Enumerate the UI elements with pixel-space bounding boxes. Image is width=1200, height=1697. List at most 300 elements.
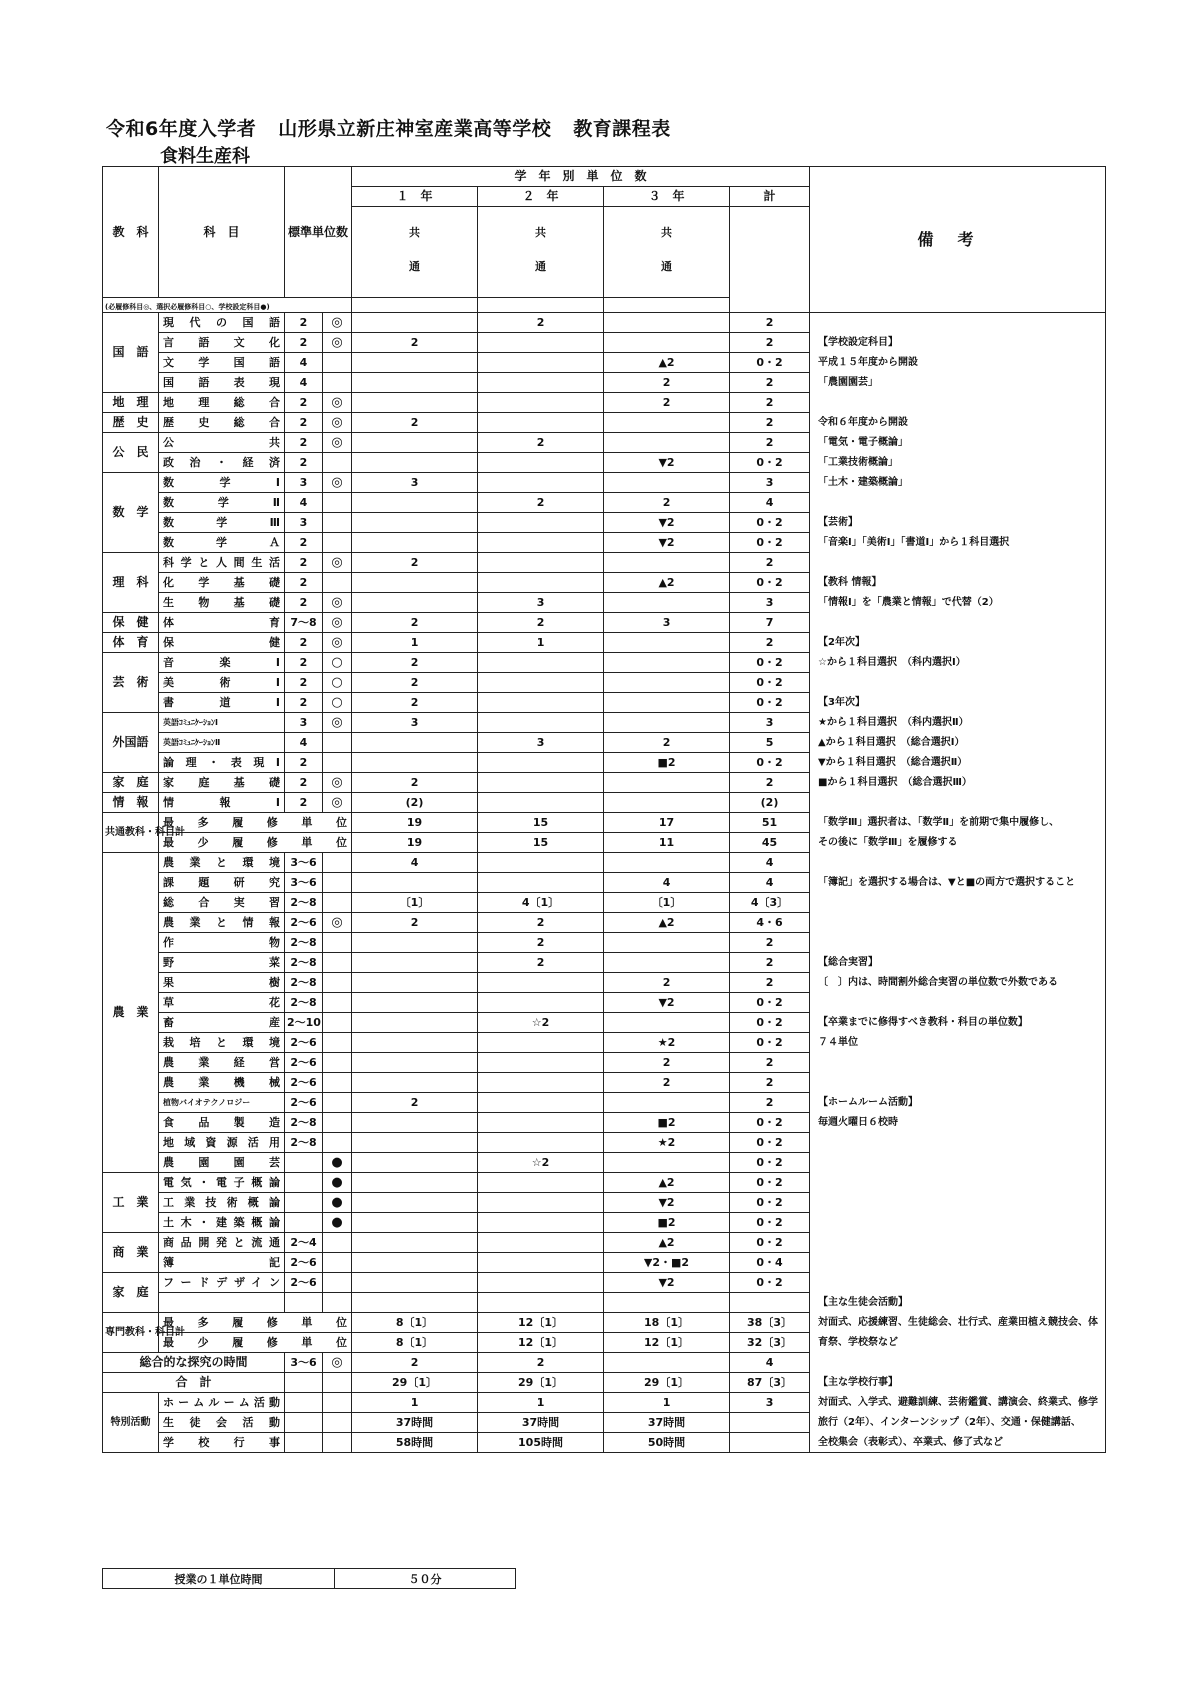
year2-units [478,573,604,593]
required-mark [323,973,352,993]
remark-text [810,793,1106,813]
table-row [103,313,1106,333]
curriculum-table [102,166,1106,1453]
table-row [103,413,1106,433]
year2-units [478,713,604,733]
year3-units [604,1093,730,1113]
total-units: 4 [730,853,810,873]
table-row [103,833,1106,853]
subject-cell: 数学Ⅰ [159,473,285,493]
required-mark: ● [323,1213,352,1233]
table-row [103,1033,1106,1053]
standard-units-cell: 4 [285,493,323,513]
year2-units: 2 [478,433,604,453]
category-cell: 保 健 [103,613,159,633]
year1-units: 2 [352,413,478,433]
year1-units [352,573,478,593]
required-mark: ○ [323,693,352,713]
year2-units [478,373,604,393]
subject-cell: 畜産 [159,1013,285,1033]
subject-cell: 生物基礎 [159,593,285,613]
header-y3-kyou: 共 [604,207,730,258]
subject-cell: 課題研究 [159,873,285,893]
required-mark: ◎ [323,473,352,493]
required-mark [323,893,352,913]
table-row [103,373,1106,393]
total-units: 0・2 [730,513,810,533]
subject-cell: 政治・経済 [159,453,285,473]
category-cell: 地 理 [103,393,159,413]
remark-text [810,893,1106,913]
standard-units-cell [285,1373,323,1393]
year3-units: ★2 [604,1033,730,1053]
year2-units [478,1093,604,1113]
year2-units: 15 [478,813,604,833]
total-units: 2 [730,393,810,413]
remark-text: 【主な学校行事】 [810,1373,1106,1393]
subject-cell: 工業技術概論 [159,1193,285,1213]
year3-units: ▲2 [604,1173,730,1193]
year1-units: 2 [352,773,478,793]
year3-units: 12〔1〕 [604,1333,730,1353]
year3-units: ▲2 [604,1233,730,1253]
year3-units: 2 [604,393,730,413]
total-units: 45 [730,833,810,853]
required-mark: ◎ [323,393,352,413]
subject-cell: 総合実習 [159,893,285,913]
table-row [103,633,1106,653]
year2-units [478,793,604,813]
year3-units [604,473,730,493]
year2-units [478,1233,604,1253]
unit-time-value: ５０分 [335,1569,516,1589]
year2-units [478,873,604,893]
table-row [103,1253,1106,1273]
remark-text: 【主な生徒会活動】 [810,1293,1106,1313]
required-mark: ○ [323,653,352,673]
title-school: 山形県立新庄神室産業高等学校 [278,118,552,140]
total-units: 2 [730,1053,810,1073]
standard-units-cell: 2～8 [285,973,323,993]
year1-units [352,1033,478,1053]
total-units: 4〔3〕 [730,893,810,913]
year3-units [604,793,730,813]
total-units: 7 [730,613,810,633]
remark-text: 【ホームルーム活動】 [810,1093,1106,1113]
year2-units [478,1213,604,1233]
standard-units-cell: 2～6 [285,1073,323,1093]
subject-cell: 電気・電子概論 [159,1173,285,1193]
standard-units-cell: 2 [285,413,323,433]
table-row [103,1233,1106,1253]
subject-cell: 植物バイオテクノロジー [159,1093,285,1113]
total-units: 0・2 [730,1273,810,1293]
year3-units: ★2 [604,1133,730,1153]
year2-units [478,353,604,373]
year2-units [478,553,604,573]
year3-units: ■2 [604,753,730,773]
required-mark: ● [323,1193,352,1213]
standard-units-cell: 2 [285,573,323,593]
remark-text: 全校集会（表彰式）、卒業式、修了式など [810,1433,1106,1453]
year1-units [352,593,478,613]
subject-cell: 農業機械 [159,1073,285,1093]
table-row [103,593,1106,613]
table-row [103,733,1106,753]
subject-cell: 科学と人間生活 [159,553,285,573]
table-row [103,893,1106,913]
year3-units: ▼2・■2 [604,1253,730,1273]
remark-text: 「音楽Ⅰ」「美術Ⅰ」「書道Ⅰ」から１科目選択 [810,533,1106,553]
subject-cell: 草花 [159,993,285,1013]
remark-text: 【総合実習】 [810,953,1106,973]
year1-units: 8〔1〕 [352,1333,478,1353]
subject-cell: 最少履修単位 [159,1333,352,1353]
remark-text [810,1253,1106,1273]
year3-units: ▼2 [604,1273,730,1293]
total-units: 0・2 [730,653,810,673]
subject-cell: 英語ｺﾐｭﾆｹｰｼｮﾝⅡ [159,733,285,753]
total-units: 0・2 [730,1173,810,1193]
remark-text: 平成１５年度から開設 [810,353,1106,373]
year2-units [478,1073,604,1093]
table-row [103,1333,1106,1353]
subject-cell: ホームルーム活動 [159,1393,285,1413]
total-units: 0・2 [730,353,810,373]
year2-units: 2 [478,933,604,953]
title-doc: 教育課程表 [573,118,671,140]
table-row [103,1413,1106,1433]
year2-units: 12〔1〕 [478,1313,604,1333]
table-row [103,393,1106,413]
standard-units-cell: 2～8 [285,953,323,973]
required-mark: ◎ [323,793,352,813]
required-mark [323,1233,352,1253]
remark-text: 「数学Ⅲ」選択者は、「数学Ⅱ」を前期で集中履修し、 [810,813,1106,833]
remark-text [810,1213,1106,1233]
required-mark [323,1113,352,1133]
category-cell: 芸 術 [103,653,159,713]
year3-units: 2 [604,373,730,393]
remark-text: ★から１科目選択 （科内選択Ⅱ） [810,713,1106,733]
year2-units [478,773,604,793]
required-mark [323,573,352,593]
total-units: 0・2 [730,533,810,553]
year1-units [352,1113,478,1133]
year3-units [604,773,730,793]
year3-units [604,713,730,733]
required-mark [323,353,352,373]
year2-units [478,1293,604,1313]
subject-cell: 最多履修単位 [159,1313,352,1333]
year1-units [352,753,478,773]
remark-text [810,933,1106,953]
year2-units: ☆2 [478,1013,604,1033]
table-row [103,573,1106,593]
standard-units-cell: 2 [285,673,323,693]
year1-units: 2 [352,673,478,693]
year3-units: 3 [604,613,730,633]
required-mark: ◎ [323,1353,352,1373]
remark-text: 「農園園芸」 [810,373,1106,393]
table-row [103,1093,1106,1113]
year3-units: 4 [604,873,730,893]
remark-text [810,1133,1106,1153]
remark-text: ▲から１科目選択 （総合選択Ⅰ） [810,733,1106,753]
year2-units: 2 [478,313,604,333]
remark-text: 【3年次】 [810,693,1106,713]
year2-units [478,1273,604,1293]
year1-units: 3 [352,473,478,493]
standard-units-cell: 2～8 [285,933,323,953]
category-cell: 共通教科・科目計 [103,813,159,853]
year3-units: 2 [604,733,730,753]
total-units: 3 [730,473,810,493]
subject-cell: 商品開発と流通 [159,1233,285,1253]
total-units: 0・2 [730,693,810,713]
subject-cell: 保健 [159,633,285,653]
table-row [103,1353,1106,1373]
subject-cell: 音楽Ⅰ [159,653,285,673]
year2-units [478,1133,604,1153]
year3-units [604,1153,730,1173]
required-mark [323,853,352,873]
table-row [103,973,1106,993]
remark-text [810,553,1106,573]
category-cell: 理 科 [103,553,159,613]
year1-units: 2 [352,913,478,933]
year2-units: 4〔1〕 [478,893,604,913]
category-cell: 家 庭 [103,773,159,793]
remark-text: 「工業技術概論」 [810,453,1106,473]
subject-cell: 農業経営 [159,1053,285,1073]
total-units: 0・2 [730,573,810,593]
required-mark [323,1253,352,1273]
year1-units [352,973,478,993]
year2-units: 12〔1〕 [478,1333,604,1353]
category-cell: 情 報 [103,793,159,813]
year3-units: 1 [604,1393,730,1413]
total-units: 3 [730,593,810,613]
year1-units [352,733,478,753]
standard-units-cell: 2 [285,773,323,793]
remark-text: 「情報Ⅰ」を「農業と情報」で代替（2） [810,593,1106,613]
subject-cell: 土木・建築概論 [159,1213,285,1233]
year2-units: 2 [478,613,604,633]
year1-units: 〔1〕 [352,893,478,913]
standard-units-cell [285,1173,323,1193]
standard-units-cell: 2～6 [285,913,323,933]
required-mark [323,1293,352,1313]
required-mark: ◎ [323,553,352,573]
year1-units [352,513,478,533]
year1-units [352,353,478,373]
remark-text [810,493,1106,513]
year3-units [604,553,730,573]
standard-units-cell: 2～8 [285,1113,323,1133]
category-cell: 特別活動 [103,1393,159,1453]
header-kyouka: 教 科 [103,167,159,298]
year1-units: 19 [352,833,478,853]
subject-cell: 野菜 [159,953,285,973]
table-row [103,953,1106,973]
standard-units-cell: 3～6 [285,853,323,873]
table-row [103,713,1106,733]
subject-cell: 公共 [159,433,285,453]
year1-units: 2 [352,333,478,353]
subject-cell: 現代の国語 [159,313,285,333]
year1-units [352,1273,478,1293]
required-mark [323,1093,352,1113]
required-mark [323,1273,352,1293]
remark-text: 【教科 情報】 [810,573,1106,593]
subject-cell: 数学Ⅱ [159,493,285,513]
year1-units [352,1193,478,1213]
standard-units-cell: 3 [285,713,323,733]
header-standard-units: 標準単位数 [285,167,352,298]
header-y3-tsuu: 通 [604,257,730,298]
standard-units-cell [285,1433,323,1453]
year3-units: ▲2 [604,353,730,373]
table-row [103,1153,1106,1173]
year1-units: 2 [352,1093,478,1113]
header-remarks: 備考 [810,167,1106,313]
year3-units [604,693,730,713]
title-year: 令和6年度入学者 [106,118,257,140]
standard-units-cell: 2 [285,433,323,453]
year3-units: 2 [604,1073,730,1093]
year2-units: 2 [478,953,604,973]
remark-text: 「電気・電子概論」 [810,433,1106,453]
subject-cell: 作物 [159,933,285,953]
table-row [103,1293,1106,1313]
table-row [103,533,1106,553]
year3-units: 2 [604,1053,730,1073]
table-row [103,1273,1106,1293]
year2-units: 3 [478,593,604,613]
remark-text [810,1233,1106,1253]
table-row [103,813,1106,833]
year1-units: 2 [352,1353,478,1373]
standard-units-cell: 2 [285,633,323,653]
standard-units-cell: 2～4 [285,1233,323,1253]
standard-units-cell: 7～8 [285,613,323,633]
header-total: 計 [730,187,810,207]
subject-cell: 体育 [159,613,285,633]
year1-units: 8〔1〕 [352,1313,478,1333]
year2-units: 2 [478,493,604,513]
standard-units-cell [285,1413,323,1433]
subject-cell: 栽培と環境 [159,1033,285,1053]
unit-time-label: 授業の１単位時間 [103,1569,335,1589]
total-units: 4 [730,493,810,513]
year3-units: 29〔1〕 [604,1373,730,1393]
standard-units-cell: 2 [285,793,323,813]
required-mark [323,953,352,973]
year3-units [604,673,730,693]
table-row [103,353,1106,373]
total-units: 87〔3〕 [730,1373,810,1393]
year3-units [604,853,730,873]
year3-units: ▼2 [604,533,730,553]
year3-units: 50時間 [604,1433,730,1453]
subject-cell: 最多履修単位 [159,813,352,833]
standard-units-cell: 2～8 [285,1133,323,1153]
year2-units [478,413,604,433]
year2-units: ☆2 [478,1153,604,1173]
standard-units-cell: 2～8 [285,993,323,1013]
header-y1-tsuu: 通 [352,257,478,298]
total-units: 2 [730,773,810,793]
total-units: 0・2 [730,1113,810,1133]
required-mark: ◎ [323,713,352,733]
year2-units: 29〔1〕 [478,1373,604,1393]
year1-units [352,373,478,393]
total-units: 2 [730,973,810,993]
standard-units-cell: 3～6 [285,873,323,893]
total-units: 2 [730,1073,810,1093]
total-units: 0・2 [730,1033,810,1053]
remark-text: 【学校設定科目】 [810,333,1106,353]
table-row [103,1173,1106,1193]
year1-units [352,1053,478,1073]
subject-cell: 家庭基礎 [159,773,285,793]
remark-text: ７４単位 [810,1033,1106,1053]
subject-cell: 書道Ⅰ [159,693,285,713]
total-units: 51 [730,813,810,833]
total-units: 0・2 [730,1233,810,1253]
standard-units-cell [285,1293,323,1313]
required-mark [323,733,352,753]
standard-units-cell: 2 [285,593,323,613]
year2-units [478,853,604,873]
year1-units [352,993,478,1013]
remark-text [810,1053,1106,1073]
year3-units: ▲2 [604,573,730,593]
subject-cell: 文学国語 [159,353,285,373]
year1-units [352,1153,478,1173]
year3-units [604,313,730,333]
remark-text [810,673,1106,693]
required-mark [323,1073,352,1093]
standard-units-cell: 4 [285,373,323,393]
table-row [103,873,1106,893]
remark-text [810,1173,1106,1193]
document-title [106,114,671,141]
total-units: 0・2 [730,1013,810,1033]
year2-units [478,653,604,673]
standard-units-cell: 2～6 [285,1253,323,1273]
total-units: 5 [730,733,810,753]
table-row [103,1053,1106,1073]
header-y1-kyou: 共 [352,207,478,258]
table-row [103,1193,1106,1213]
standard-units-cell: 3 [285,513,323,533]
remark-text [810,1353,1106,1373]
table-row [103,1393,1106,1413]
year2-units: 3 [478,733,604,753]
year3-units: ▲2 [604,913,730,933]
category-cell: 専門教科・科目計 [103,1313,159,1353]
year3-units: 18〔1〕 [604,1313,730,1333]
table-row [103,1113,1106,1133]
year3-units: 37時間 [604,1413,730,1433]
year1-units [352,873,478,893]
total-units: 2 [730,313,810,333]
year3-units [604,1353,730,1373]
year1-units: 4 [352,853,478,873]
required-mark [323,1133,352,1153]
